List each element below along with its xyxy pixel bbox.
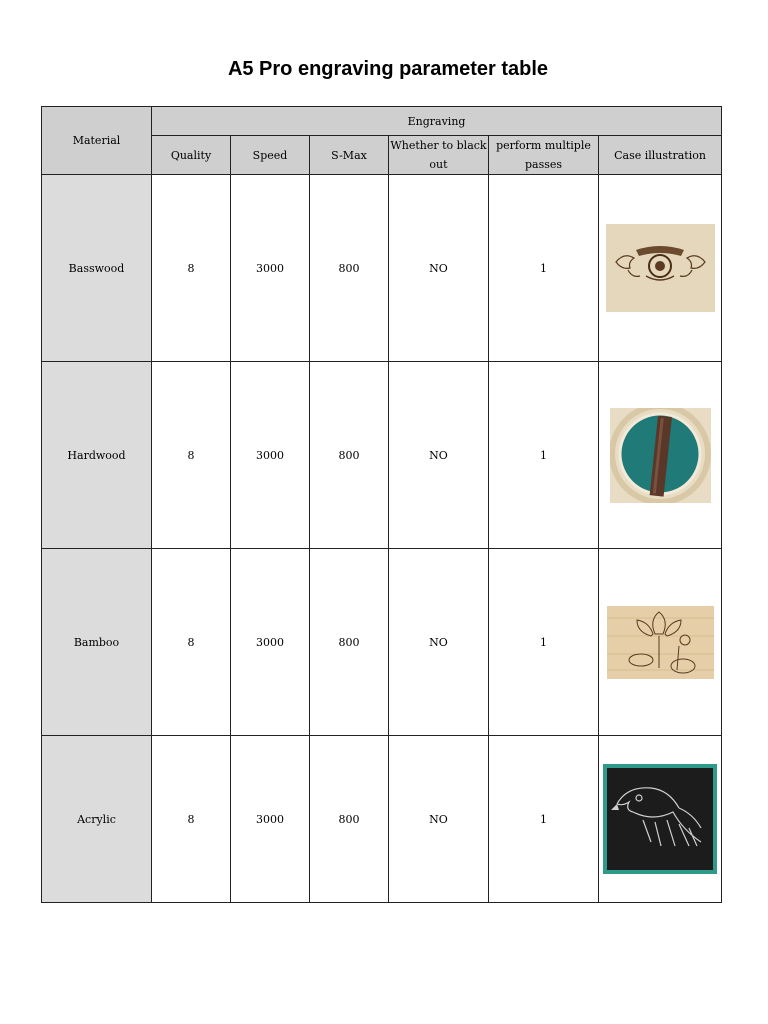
header-engraving: Engraving — [152, 107, 722, 136]
quality-cell: 8 — [152, 362, 231, 549]
case-illustration-cell — [599, 362, 722, 549]
material-cell: Hardwood — [42, 362, 152, 549]
material-cell: Acrylic — [42, 736, 152, 903]
header-material: Material — [42, 107, 152, 175]
blackout-cell: NO — [389, 175, 489, 362]
header-blackout: Whether to black out — [389, 136, 489, 175]
basswood-engraving-photo-icon — [606, 224, 715, 312]
table-row — [42, 175, 722, 362]
quality-cell: 8 — [152, 736, 231, 903]
acrylic-eagle-engraving-photo-icon — [603, 764, 717, 874]
smax-cell: 800 — [310, 549, 389, 736]
header-smax: S-Max — [310, 136, 389, 175]
speed-cell: 3000 — [231, 362, 310, 549]
bamboo-lotus-engraving-photo-icon — [607, 606, 714, 679]
blackout-cell: NO — [389, 362, 489, 549]
material-cell: Basswood — [42, 175, 152, 362]
material-cell: Bamboo — [42, 549, 152, 736]
speed-cell: 3000 — [231, 549, 310, 736]
passes-cell: 1 — [489, 362, 599, 549]
smax-cell: 800 — [310, 736, 389, 903]
speed-cell: 3000 — [231, 736, 310, 903]
passes-cell: 1 — [489, 549, 599, 736]
case-illustration-cell — [599, 175, 722, 362]
smax-cell: 800 — [310, 175, 389, 362]
header-speed: Speed — [231, 136, 310, 175]
header-case-illustration: Case illustration — [599, 136, 722, 175]
passes-cell: 1 — [489, 175, 599, 362]
blackout-cell: NO — [389, 736, 489, 903]
table-row — [42, 362, 722, 549]
blackout-cell: NO — [389, 549, 489, 736]
quality-cell: 8 — [152, 175, 231, 362]
parameter-table — [41, 106, 722, 903]
header-quality: Quality — [152, 136, 231, 175]
quality-cell: 8 — [152, 549, 231, 736]
hardwood-engraving-photo-icon — [610, 408, 711, 503]
passes-cell: 1 — [489, 736, 599, 903]
header-passes: perform multiple passes — [489, 136, 599, 175]
case-illustration-cell — [599, 549, 722, 736]
table-row — [42, 736, 722, 903]
smax-cell: 800 — [310, 362, 389, 549]
table-row — [42, 549, 722, 736]
speed-cell: 3000 — [231, 175, 310, 362]
case-illustration-cell — [599, 736, 722, 903]
page-title: A5 Pro engraving parameter table — [227, 58, 549, 80]
